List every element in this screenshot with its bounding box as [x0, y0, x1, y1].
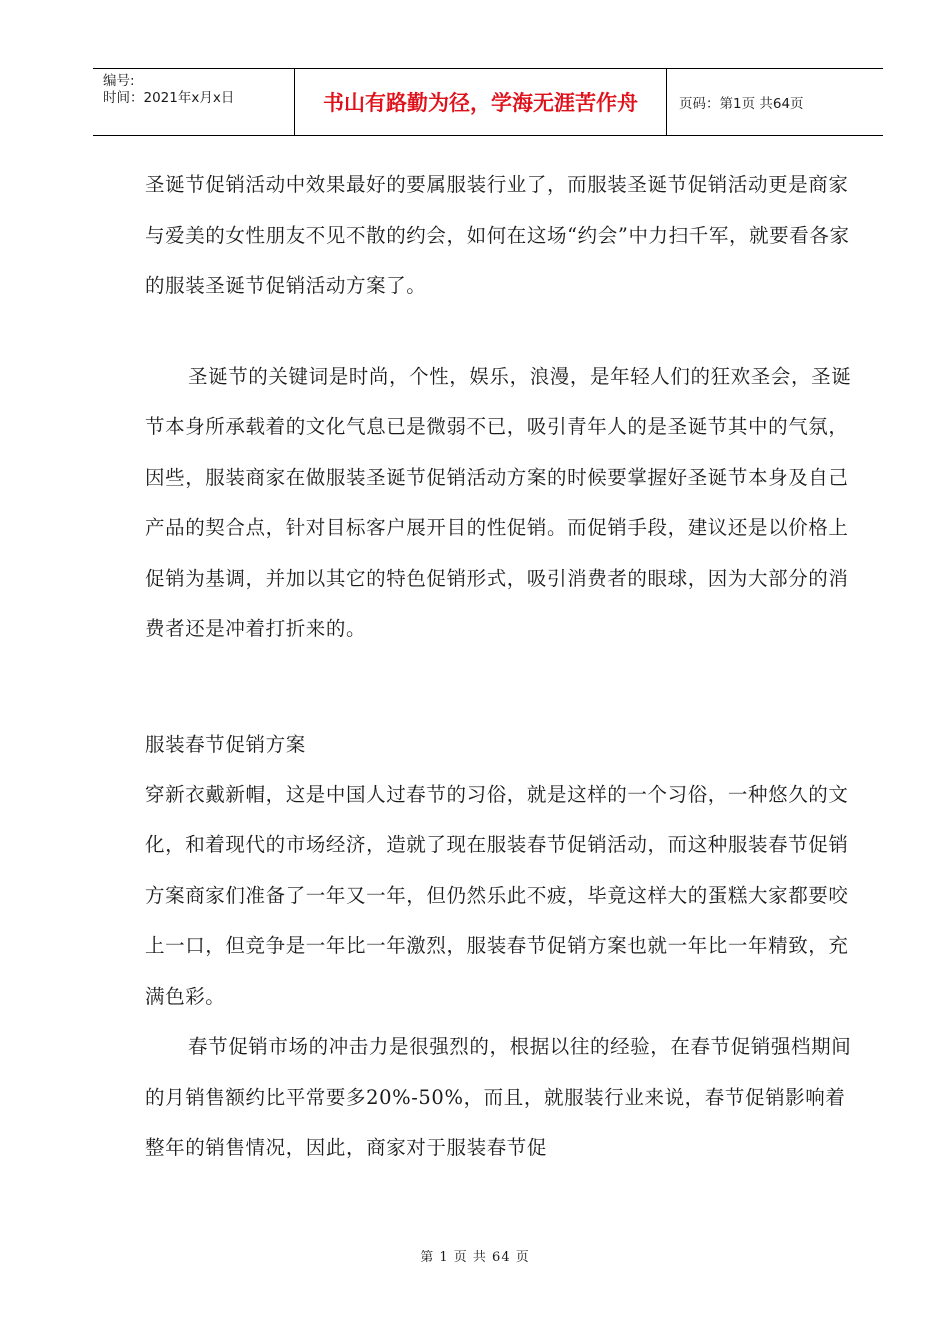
paragraph-4: 春节促销市场的冲击力是很强烈的，根据以往的经验，在春节促销强档期间的月销售额约比平常要多20%-50%，而且，就服装行业来说，春节促销影响着整年的销售情况，因此，商家对于服装春节促	[145, 1035, 852, 1159]
header-page-cell	[667, 69, 883, 135]
page-footer: 第 1 页 共 64 页	[420, 1250, 530, 1265]
header-motto-cell	[295, 69, 667, 135]
time-label: 时间：2021年x月x日	[103, 90, 235, 106]
spacer	[145, 312, 855, 352]
page-header	[93, 68, 883, 136]
paragraph-3: 穿新衣戴新帽，这是中国人过春节的习俗，就是这样的一个习俗，一种悠久的文化，和着现代的市场经济，造就了现在服装春节促销活动，而这种服装春节促销方案商家们准备了一年又一年，但仍然乐此不疲，毕竟这样大的蛋糕大家都要咬上一口，但竞争是一年比一年激烈，服装春节促销方案也就一年比一年精致，充满色彩。	[145, 782, 849, 1008]
header-meta-cell	[93, 69, 295, 135]
paragraph-2: 圣诞节的关键词是时尚，个性，娱乐，浪漫，是年轻人们的狂欢圣会，圣诞节本身所承载着的文化气息已是微弱不已，吸引青年人的是圣诞节其中的气氛，因些，服装商家在做服装圣诞节促销活动方案的时候要掌握好圣诞节本身及自己产品的契合点，针对目标客户展开目的性促销。而促销手段，建议还是以价格上促销为基调，并加以其它的特色促销形式，吸引消费者的眼球，因为大部分的消费者还是冲着打折来的。	[145, 364, 852, 640]
document-body	[145, 160, 855, 1174]
spacer	[145, 655, 855, 720]
paragraph-1: 圣诞节促销活动中效果最好的要属服装行业了，而服装圣诞节促销活动更是商家与爱美的女性朋友不见不散的约会，如何在这场“约会”中力扫千军，就要看各家的服装圣诞节促销活动方案了。	[145, 173, 850, 297]
section-heading: 服装春节促销方案	[145, 732, 306, 756]
page-code: 页码：第1页 共64页	[679, 96, 804, 112]
motto-text: 书山有路勤为径，学海无涯苦作舟	[323, 91, 638, 115]
number-label: 编号:	[103, 73, 135, 89]
